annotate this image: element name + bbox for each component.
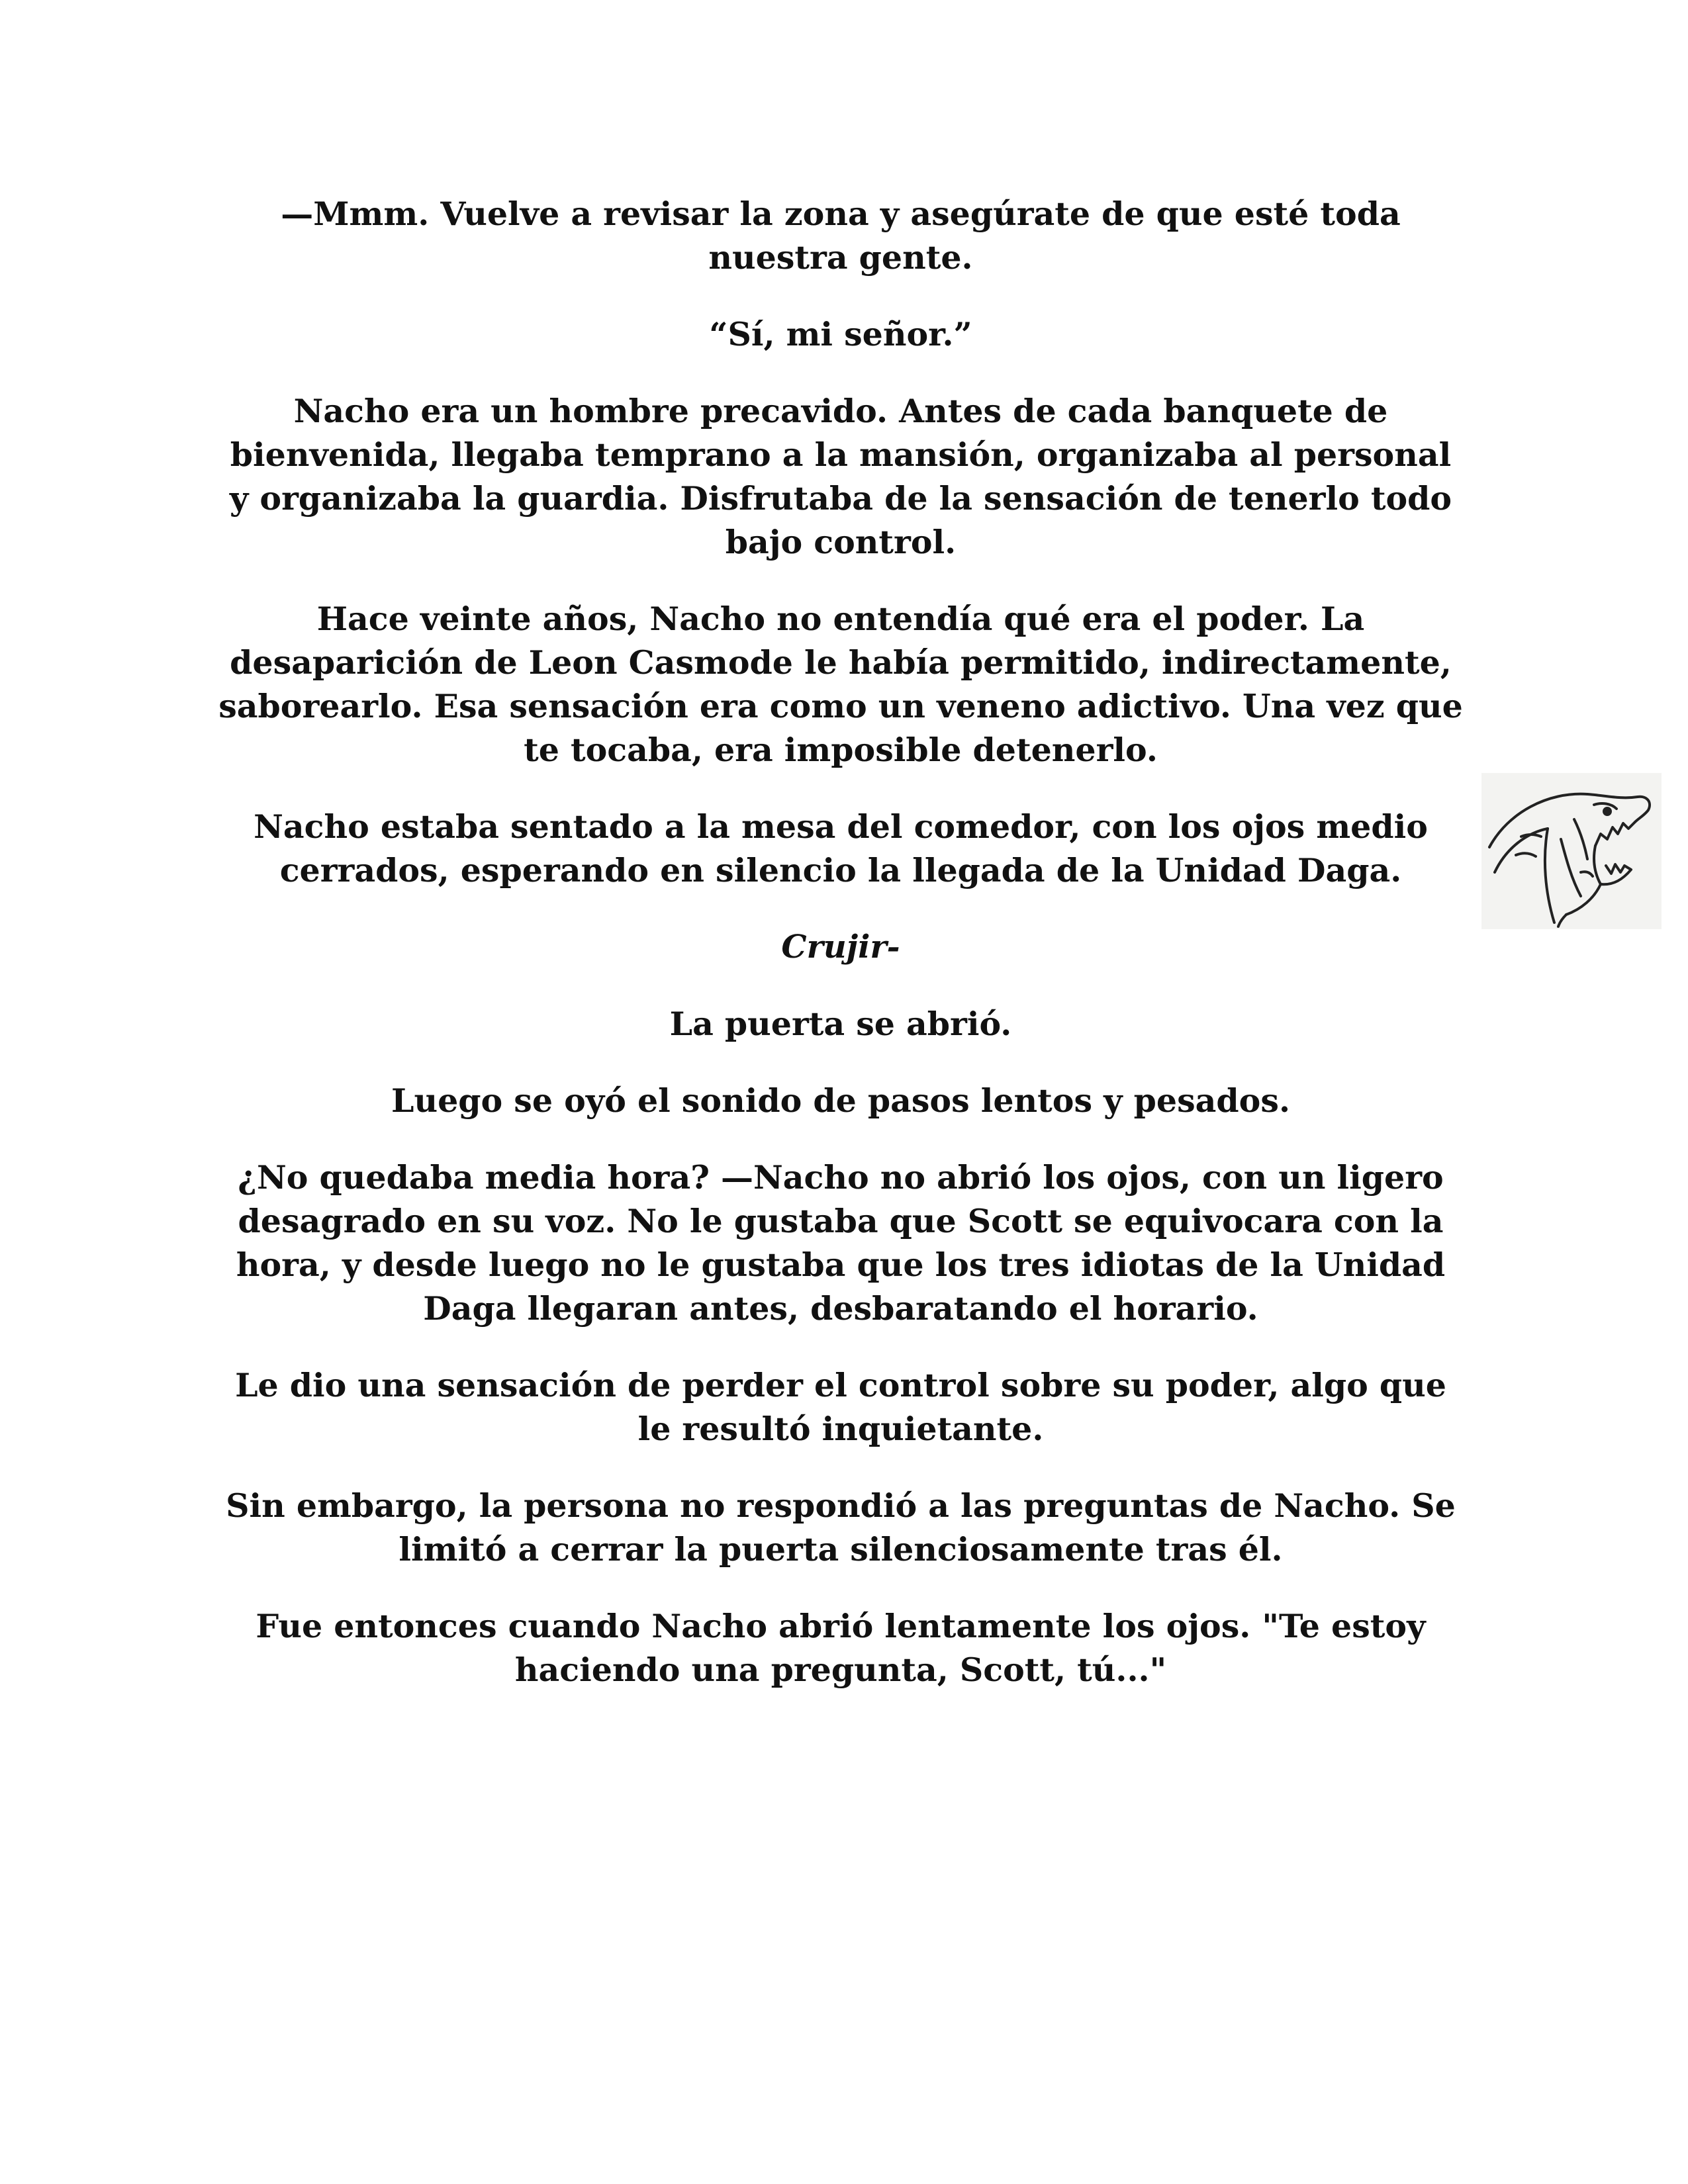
paragraph: Nacho era un hombre precavido. Antes de cada banquete de bienvenida, llegaba temprano a la mansión, organizaba al personal y organizaba la guardia. Disfrutaba de la sensación de tenerlo todo bajo control. (229, 392, 1452, 561)
paragraph: Nacho estaba sentado a la mesa del comedor, con los ojos medio cerrados, esperando en silencio la llegada de la Unidad Daga. (254, 807, 1428, 889)
paragraph: Fue entonces cuando Nacho abrió lentamente los ojos. "Te estoy haciendo una pregunta, Scott, tú..." (256, 1607, 1426, 1689)
paragraph: “Sí, mi señor.” (709, 315, 972, 353)
paragraph: La puerta se abrió. (669, 1005, 1012, 1043)
paragraph: ¿No quedaba media hora? —Nacho no abrió los ojos, con un ligero desagrado en su voz. No le gustaba que Scott se equivocara con la hora, y desde luego no le gustaba que los tres idiotas de la Unidad Daga llegaran antes, desbaratando el horario. (236, 1158, 1446, 1328)
sound-effect-text: Crujir- (781, 929, 900, 966)
text-column (218, 192, 1463, 1725)
paragraph: Hace veinte años, Nacho no entendía qué era el poder. La desaparición de Leon Casmode le había permitido, indirectamente, saborearlo. Esa sensación era como un veneno adictivo. Una vez que te tocaba, era imposible detenerlo. (218, 600, 1463, 769)
dinosaur-head-icon (1481, 773, 1662, 929)
paragraph: Luego se oyó el sonido de pasos lentos y pesados. (391, 1081, 1291, 1120)
paragraph: —Mmm. Vuelve a revisar la zona y asegúrate de que esté toda nuestra gente. (281, 195, 1401, 277)
paragraph: Sin embargo, la persona no respondió a las preguntas de Nacho. Se limitó a cerrar la puerta silenciosamente tras él. (226, 1486, 1456, 1569)
paragraph: Le dio una sensación de perder el control sobre su poder, algo que le resultó inquietante. (235, 1366, 1446, 1448)
